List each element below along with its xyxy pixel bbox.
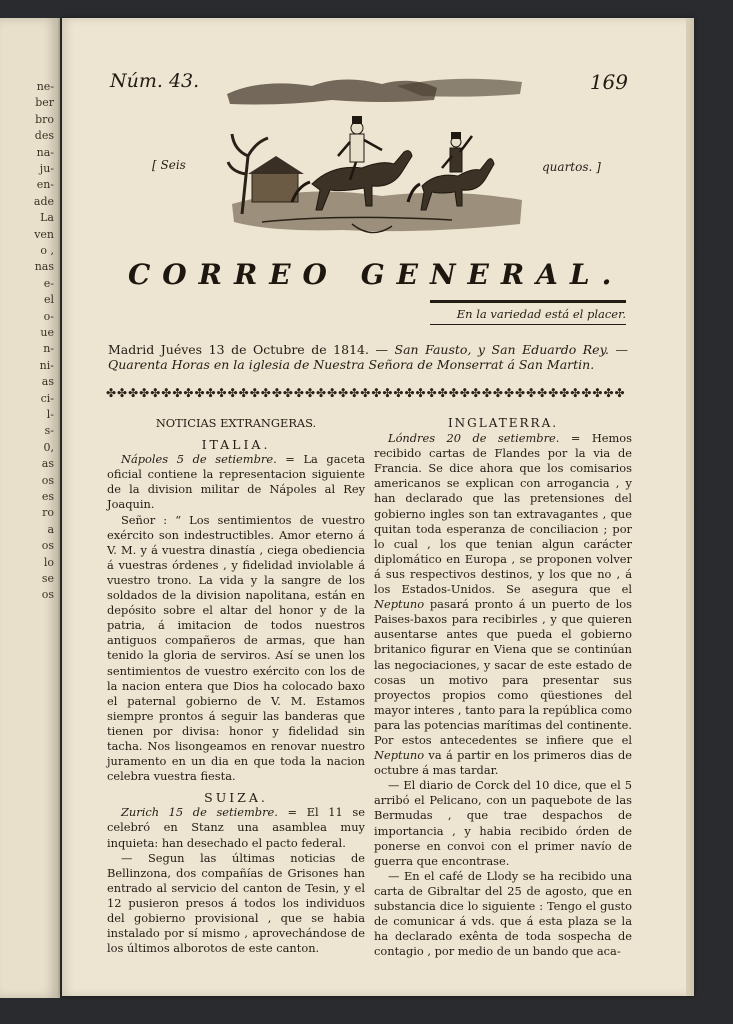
article-inglaterra-llody: — En el café de Llody se ha recibido una carta de Gibraltar del 25 de agosto, que en substancia dice lo siguiente : Tengo el gusto de comunicar á vds. que á esta plaza se la ha declarado exênta de toda sospecha de contagio , por medio de un bando que aca- bbox=[374, 868, 632, 959]
previous-page-fragment: l- bbox=[46, 408, 54, 421]
previous-page-fragment: a bbox=[47, 522, 54, 536]
article-inglaterra-corck: — El diario de Corck del 10 dice, que el 5 arribó el Pelicano, con un paquebote de las Bermudas , que trae despachos de importancia , y habia recibido órden de ponerse en convoi con el primer navío de guerra que encontrase. bbox=[374, 778, 632, 868]
article-inglaterra-intro: Lóndres 20 de setiembre. = Hemos recibido cartas de Flandes por la via de Francia. Se dice ahora que los comisarios americanos se explican con arrogancia , y han declarado que las pretensiones del gobierno ingles son tan extravagantes , que quitan toda esperanza de conciliacion ; por lo cual , los que tenian algun carácter diplomático en Europa , se proponen volver á sus respectivos destinos, y los que no , á los Estados-Unidos. Se asegura que el Neptuno pasará pronto á un puerto de los Paises-baxos para recibirles , y que quieren ausentarse antes que pueda el gobierno britanico figurar en Viena que se continúan las negociaciones, y sacar de este estado de cosas un motivo para presentar sus proyectos propios como qüestiones del mayor interes , tanto para la república como para las potencias marítimas del continente. Por estos antecedentes se infiere que el Neptuno va á partir en los primeros dias de octubre á mas tardar. bbox=[374, 431, 632, 778]
horsemen-engraving-illustration bbox=[222, 64, 532, 240]
previous-page-fragment: ne- bbox=[36, 80, 54, 93]
previous-page-fragment: el bbox=[43, 293, 54, 307]
previous-page-fragment: os bbox=[41, 588, 54, 602]
previous-page-fragment: o , bbox=[40, 244, 54, 257]
previous-page-fragment: o- bbox=[43, 309, 54, 323]
previous-page-fragment: as bbox=[41, 457, 54, 471]
right-column bbox=[374, 416, 632, 959]
left-column bbox=[107, 416, 365, 956]
previous-page-fragment: e- bbox=[43, 276, 54, 290]
article-italia-body: Señor : “ Los sentimientos de vuestro exército son indestructibles. Amor eterno á V. M. y á vuestra dinastía , ciega obediencia á vuestras órdenes , y fidelidad inviolable á vuestro trono. La vida y la sangre de los soldados de la division napolitana, están en depósito sobre el altar del honor y de la patria, á imitacion de todos nuestros antiguos compañeros de armas, que han tenido la gloria de serviros. Así se unen los sentimientos de vuestro exército con los de la nacion entera que Dios ha colocado baxo el paternal gobierno de V. M. Estamos siempre prontos á seguir las banderas que tienen por divisa: honor y fidelidad sin tacha. Nos lisongeamos en renovar nuestro juramento en un dia en que toda la nacion celebra vuestra fiesta. bbox=[107, 512, 365, 784]
motto-rule-top bbox=[430, 300, 626, 303]
article-suiza-intro: Zurich 15 de setiembre. = El 11 se celebró en Stanz una asamblea muy inquieta: han desechado el pacto federal. bbox=[107, 805, 365, 850]
previous-page-fragment: se bbox=[41, 572, 54, 585]
previous-page-fragment: os bbox=[41, 473, 54, 487]
ornamental-divider: ✤✤✤✤✤✤✤✤✤✤✤✤✤✤✤✤✤✤✤✤✤✤✤✤✤✤✤✤✤✤✤✤✤✤✤✤✤✤✤✤✤✤✤✤✤✤✤ bbox=[106, 386, 626, 400]
section-title-foreign-news: NOTICIAS EXTRANGERAS. bbox=[155, 416, 317, 430]
issue-number: Núm. 43. bbox=[110, 70, 200, 92]
previous-page-fragment: nas bbox=[34, 260, 54, 274]
previous-page-fragment: ven bbox=[34, 227, 54, 241]
previous-page-fragment: n- bbox=[43, 342, 54, 356]
previous-page-fragment: La bbox=[40, 211, 54, 225]
dateline-date: Madrid Juéves 13 de Octubre de 1814. — bbox=[108, 342, 395, 357]
newspaper-page bbox=[62, 18, 694, 996]
previous-page-fragment: 0, bbox=[43, 440, 54, 454]
previous-page-fragment: ni- bbox=[39, 358, 54, 372]
previous-page-fragment: na- bbox=[36, 145, 54, 159]
price-label-left: [ Seis bbox=[152, 158, 186, 172]
article-italia-intro: Nápoles 5 de setiembre. = La gaceta oficial contiene la representacion siguiente de la division militar de Nápoles al Rey Joaquin. bbox=[107, 452, 365, 512]
previous-page-fragment: s- bbox=[44, 424, 54, 438]
previous-page-edge bbox=[0, 18, 60, 998]
previous-page-fragment: des bbox=[34, 129, 54, 143]
newspaper-title: CORREO GENERAL. bbox=[128, 258, 624, 291]
heading-suiza: SUIZA. bbox=[204, 790, 268, 806]
previous-page-fragment: es bbox=[41, 490, 54, 503]
article-suiza-body: — Segun las últimas noticias de Bellinzona, dos compañías de Grisones han entrado al servicio del canton de Tesin, y el 12 pusieron presos á todos los individuos del gobierno provisional , que se habia instalado por sí mismo , aprovechándose de los últimos alborotos de este canton. bbox=[107, 850, 365, 956]
dateline-saints: San Fausto, y San Eduardo Rey. — Quarenta Horas en la iglesia de Nuestra Señora de Monserrat á San Martin. bbox=[108, 342, 628, 372]
motto-rule-bottom bbox=[430, 324, 626, 325]
heading-italia: ITALIA. bbox=[201, 437, 271, 453]
page-number: 169 bbox=[589, 70, 628, 94]
previous-page-fragment: ju- bbox=[39, 162, 54, 175]
previous-page-fragment: lo bbox=[43, 555, 54, 569]
heading-inglaterra: INGLATERRA. bbox=[447, 416, 559, 430]
motto: En la variedad está el placer. bbox=[456, 307, 626, 321]
previous-page-fragment: ue bbox=[40, 326, 54, 339]
page-edge-shadow bbox=[686, 18, 694, 996]
dateline bbox=[108, 342, 628, 372]
previous-page-fragment: as bbox=[41, 375, 54, 389]
previous-page-fragment: bro bbox=[35, 112, 54, 126]
previous-page-fragment: en- bbox=[36, 178, 54, 192]
previous-page-fragment: ade bbox=[33, 194, 54, 208]
price-label-right: quartos. ] bbox=[542, 160, 601, 174]
previous-page-fragment: ro bbox=[42, 506, 54, 520]
previous-page-fragment: os bbox=[41, 539, 54, 553]
previous-page-fragment: ci- bbox=[40, 391, 54, 405]
previous-page-fragment: ber bbox=[35, 96, 54, 110]
